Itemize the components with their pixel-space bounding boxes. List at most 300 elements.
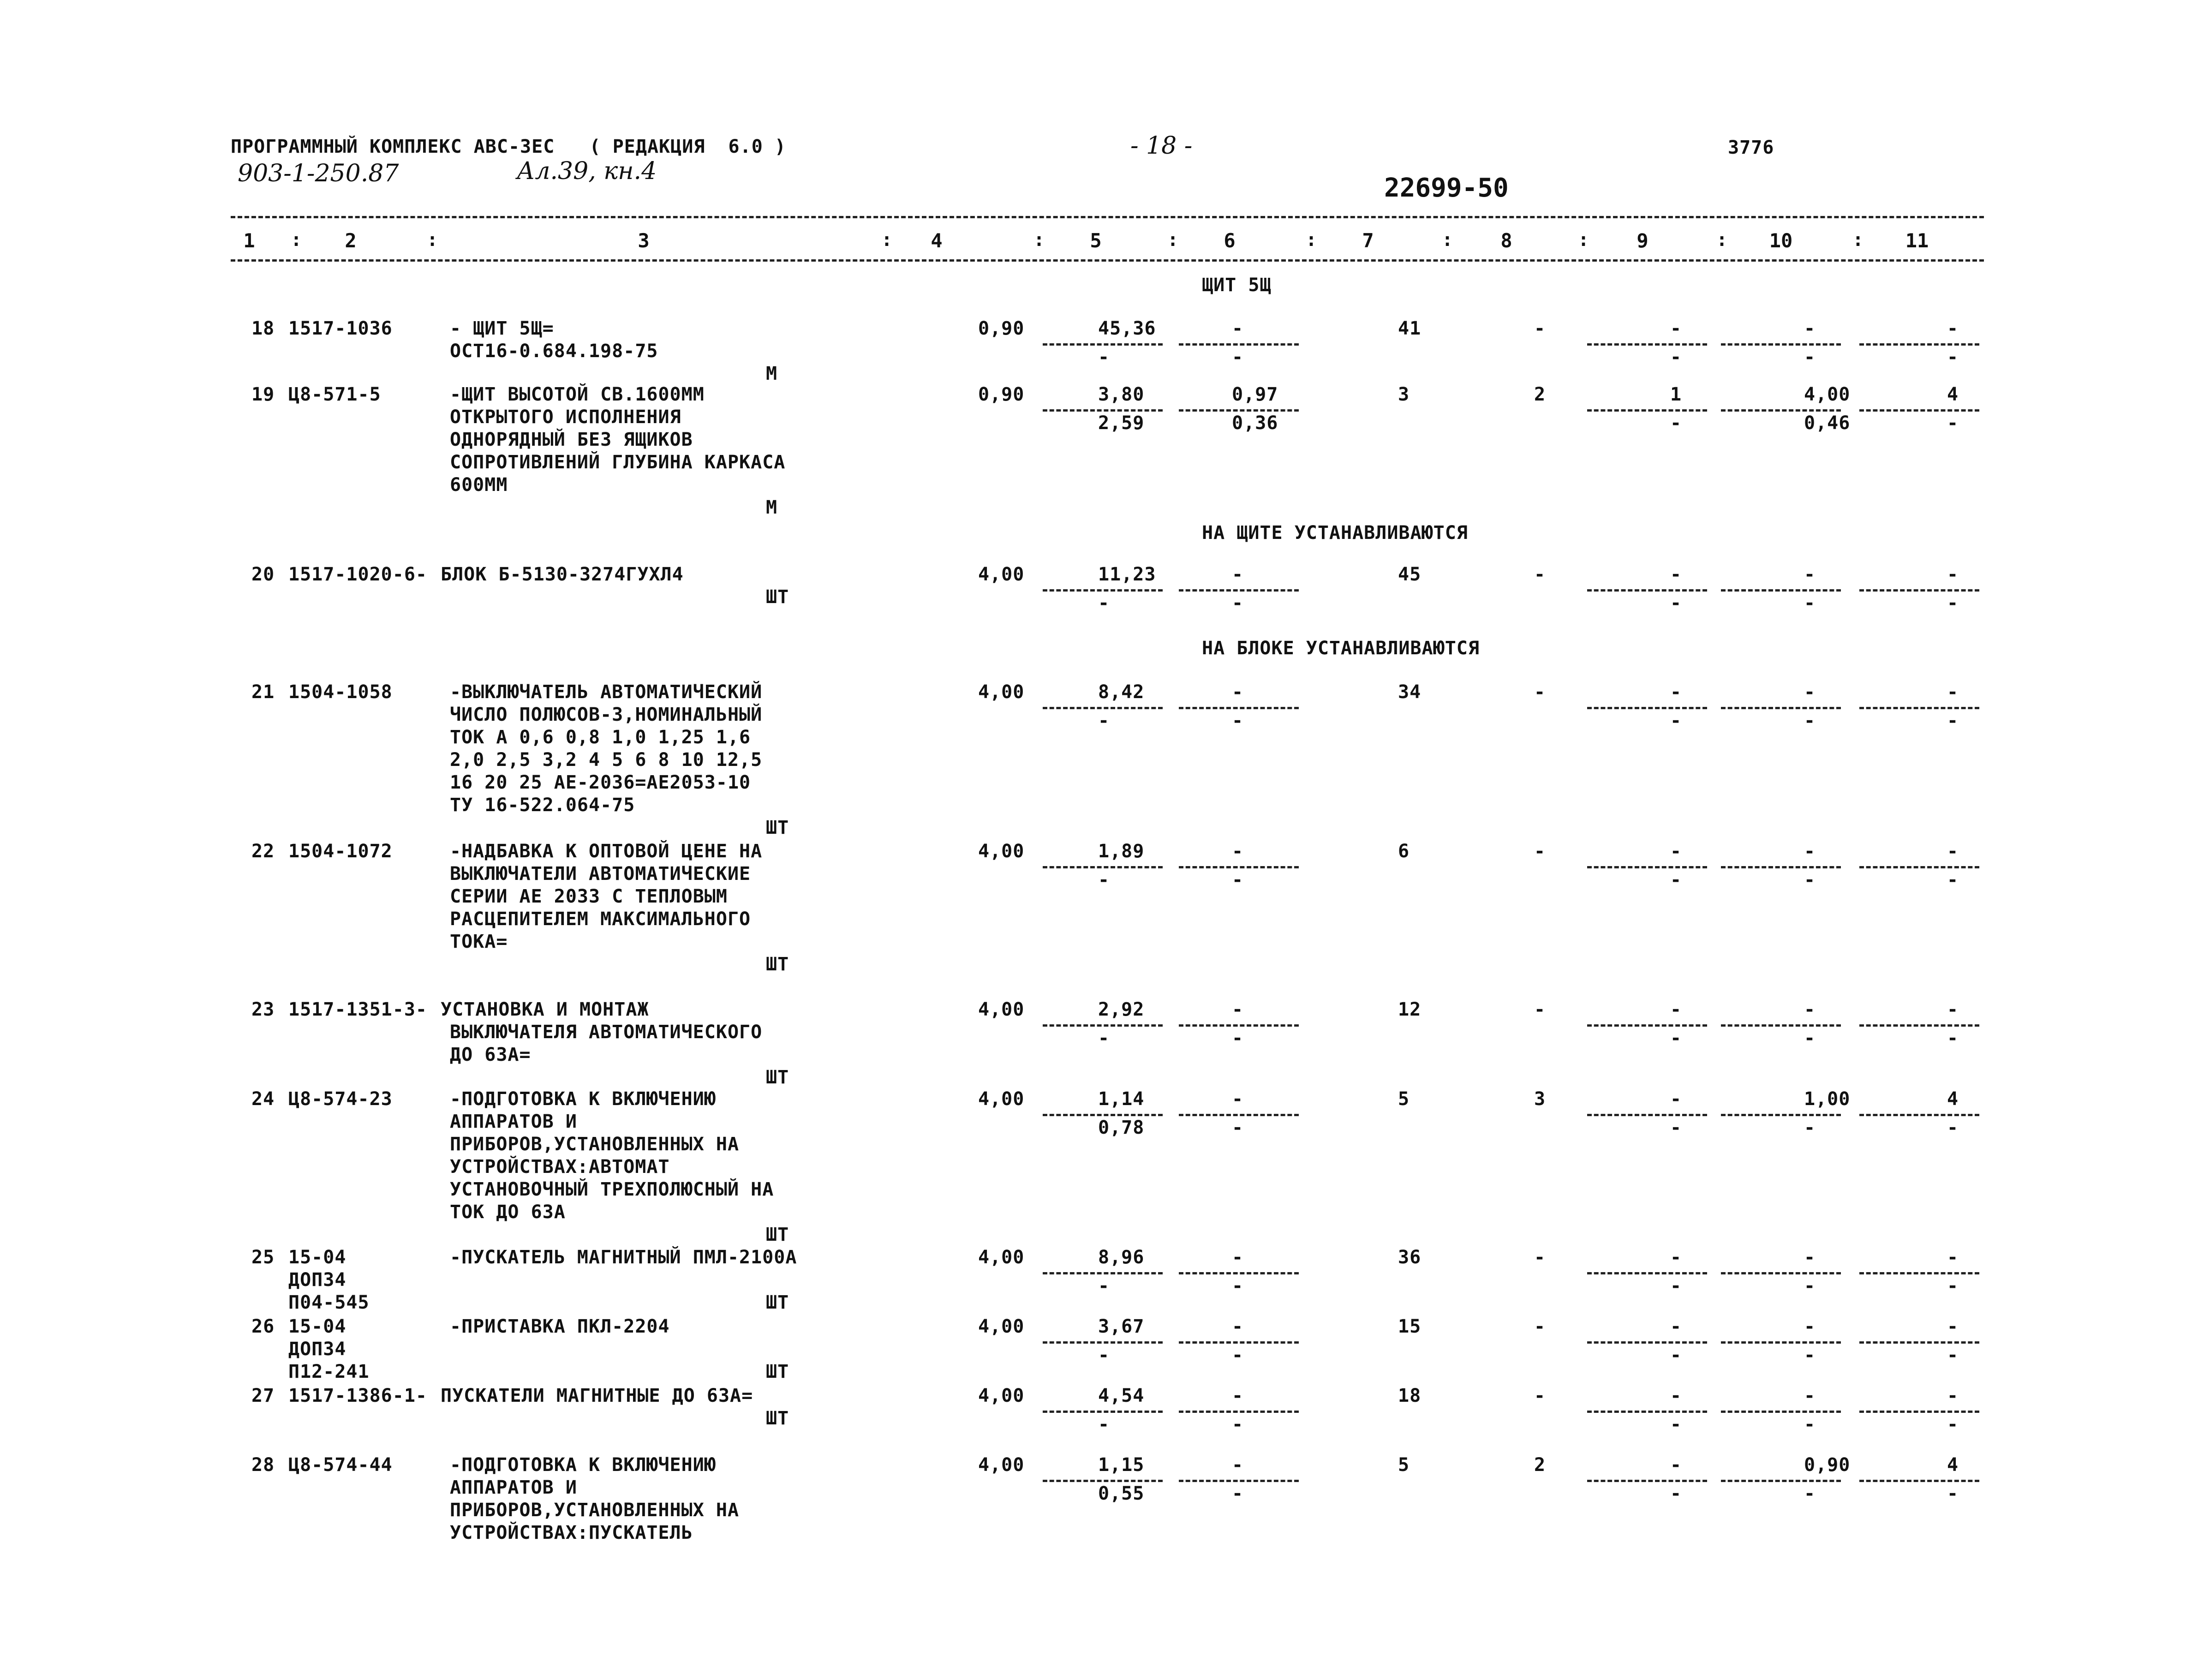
cell-c5: 8,96 — [1098, 1247, 1145, 1268]
fraction-rule — [1859, 589, 1979, 592]
row-number: 18 — [251, 318, 275, 339]
fraction-rule — [1587, 1341, 1707, 1344]
cell-c6: - — [1232, 999, 1244, 1020]
row-description-line: ПРИБОРОВ,УСТАНОВЛЕННЫХ НА — [450, 1500, 740, 1521]
row-description-line: УСТРОЙСТВАХ:ПУСКАТЕЛЬ — [450, 1522, 693, 1543]
cell-b6: - — [1232, 1483, 1244, 1504]
cell-c7: 34 — [1398, 682, 1422, 703]
cell-b9: - — [1670, 1028, 1682, 1049]
cell-b10: - — [1804, 1275, 1816, 1297]
cell-b6: - — [1232, 592, 1244, 614]
cell-c8: 2 — [1534, 1454, 1546, 1476]
row-unit: М — [766, 497, 778, 518]
fraction-rule — [1043, 1341, 1163, 1344]
fraction-rule — [1721, 1272, 1841, 1274]
cell-c5: 4,54 — [1098, 1385, 1145, 1406]
cell-c11: - — [1947, 564, 1959, 585]
fraction-rule — [1587, 1114, 1707, 1116]
row-unit: М — [766, 363, 778, 384]
cell-c6: - — [1232, 841, 1244, 862]
cell-c11: - — [1947, 1385, 1959, 1406]
cell-c4: 4,00 — [978, 1316, 1025, 1337]
corner-number: 3776 — [1728, 137, 1774, 158]
column-header-cell: 2 — [345, 229, 357, 252]
cell-c4: 4,00 — [978, 564, 1025, 585]
fraction-rule — [1043, 1114, 1163, 1116]
row-number: 19 — [251, 384, 275, 405]
cell-b5: 0,55 — [1098, 1483, 1145, 1504]
column-separator: : — [1306, 229, 1317, 251]
cell-c11: - — [1947, 1316, 1959, 1337]
cell-c7: 5 — [1398, 1454, 1410, 1476]
fraction-rule — [1721, 1411, 1841, 1413]
fraction-rule — [1179, 1024, 1299, 1027]
column-header-cell: 5 — [1090, 229, 1102, 252]
fraction-rule — [1043, 1480, 1163, 1482]
cell-c8: - — [1534, 999, 1546, 1020]
column-separator: : — [1442, 229, 1453, 251]
cell-c6: - — [1232, 1385, 1244, 1406]
fraction-rule — [1859, 866, 1979, 868]
cell-b6: - — [1232, 1275, 1244, 1297]
fraction-rule — [1043, 1272, 1163, 1274]
row-description-line: ТОКА= — [450, 931, 508, 952]
row-description-line: ПРИБОРОВ,УСТАНОВЛЕННЫХ НА — [450, 1134, 740, 1155]
fraction-rule — [1179, 866, 1299, 868]
fraction-rule — [1587, 1024, 1707, 1027]
cell-c5: 11,23 — [1098, 564, 1156, 585]
fraction-rule — [1043, 707, 1163, 709]
row-description-line: -ПРИСТАВКА ПКЛ-2204 — [450, 1316, 670, 1337]
row-number: 26 — [251, 1316, 275, 1337]
row-description-line: ОТКРЫТОГО ИСПОЛНЕНИЯ — [450, 407, 681, 428]
cell-b5: - — [1098, 347, 1110, 368]
column-separator: : — [881, 229, 893, 251]
fraction-rule — [1721, 866, 1841, 868]
cell-c4: 4,00 — [978, 1454, 1025, 1476]
row-description-line: РАСЦЕПИТЕЛЕМ МАКСИМАЛЬНОГО — [450, 909, 751, 930]
cell-c7: 15 — [1398, 1316, 1422, 1337]
cell-b6: - — [1232, 1117, 1244, 1138]
cell-c5: 1,14 — [1098, 1088, 1145, 1110]
row-description-line: 600ММ — [450, 474, 508, 496]
cell-b6: - — [1232, 869, 1244, 891]
cell-c9: - — [1670, 1454, 1682, 1476]
cell-b11: - — [1947, 1028, 1959, 1049]
row-code: Ц8-574-44 — [288, 1454, 393, 1476]
row-description-line: - ЩИТ 5Щ= — [450, 318, 554, 339]
cell-b11: - — [1947, 710, 1959, 731]
cell-b5: 0,78 — [1098, 1117, 1145, 1138]
row-code: 1504-1058 — [288, 682, 393, 703]
row-code-extra: П04-545 — [288, 1292, 370, 1313]
row-unit: ШТ — [766, 1361, 789, 1382]
fraction-rule — [1179, 1272, 1299, 1274]
header-rule-bottom — [231, 259, 1984, 262]
cell-b11: - — [1947, 1345, 1959, 1366]
fraction-rule — [1179, 1114, 1299, 1116]
cell-b10: - — [1804, 347, 1816, 368]
row-description-line: УСТРОЙСТВАХ:АВТОМАТ — [450, 1156, 670, 1178]
column-separator: : — [1578, 229, 1589, 251]
cell-c9: - — [1670, 1247, 1682, 1268]
cell-b5: - — [1098, 710, 1110, 731]
row-unit: ШТ — [766, 586, 789, 608]
cell-c8: - — [1534, 1385, 1546, 1406]
row-description-line: -ВЫКЛЮЧАТЕЛЬ АВТОМАТИЧЕСКИЙ — [450, 682, 763, 703]
fraction-rule — [1721, 589, 1841, 592]
cell-b11: - — [1947, 347, 1959, 368]
fraction-rule — [1587, 707, 1707, 709]
cell-c11: 4 — [1947, 1088, 1959, 1110]
fraction-rule — [1721, 707, 1841, 709]
fraction-rule — [1179, 1480, 1299, 1482]
fraction-rule — [1179, 589, 1299, 592]
row-description-line: ОДНОРЯДНЫЙ БЕЗ ЯЩИКОВ — [450, 429, 693, 450]
row-description-line: ВЫКЛЮЧАТЕЛЯ АВТОМАТИЧЕСКОГО — [450, 1022, 763, 1043]
cell-b9: - — [1670, 1414, 1682, 1435]
cell-b11: - — [1947, 592, 1959, 614]
cell-c7: 36 — [1398, 1247, 1422, 1268]
cell-c11: - — [1947, 682, 1959, 703]
cell-c10: - — [1804, 682, 1816, 703]
cell-b6: - — [1232, 1028, 1244, 1049]
cell-c9: - — [1670, 564, 1682, 585]
row-unit: ШТ — [766, 817, 789, 838]
row-description-line: УСТАНОВОЧНЫЙ ТРЕХПОЛЮСНЫЙ НА — [450, 1179, 774, 1200]
cell-b6: 0,36 — [1232, 413, 1278, 434]
page-mark: - 18 - — [1130, 132, 1193, 160]
cell-c4: 0,90 — [978, 318, 1025, 339]
cell-c5: 3,80 — [1098, 384, 1145, 405]
cell-c7: 3 — [1398, 384, 1410, 405]
fraction-rule — [1587, 1480, 1707, 1482]
cell-c11: - — [1947, 1247, 1959, 1268]
cell-c6: - — [1232, 564, 1244, 585]
cell-c6: - — [1232, 1454, 1244, 1476]
row-code: Ц8-571-5 — [288, 384, 381, 405]
fraction-rule — [1043, 1024, 1163, 1027]
fraction-rule — [1859, 707, 1979, 709]
fraction-rule — [1179, 343, 1299, 346]
fraction-rule — [1859, 1411, 1979, 1413]
cell-c7: 5 — [1398, 1088, 1410, 1110]
fraction-rule — [1587, 866, 1707, 868]
cell-b9: - — [1670, 592, 1682, 614]
cell-c10: - — [1804, 1316, 1816, 1337]
column-header-cell: 7 — [1362, 229, 1374, 252]
fraction-rule — [1721, 1480, 1841, 1482]
cell-c10: - — [1804, 999, 1816, 1020]
cell-b10: - — [1804, 1028, 1816, 1049]
row-code: Ц8-574-23 — [288, 1088, 393, 1110]
cell-c11: 4 — [1947, 1454, 1959, 1476]
row-description-line: -НАДБАВКА К ОПТОВОЙ ЦЕНЕ НА — [450, 841, 763, 862]
fraction-rule — [1587, 343, 1707, 346]
cell-c8: - — [1534, 1316, 1546, 1337]
fraction-rule — [1859, 343, 1979, 346]
cell-b11: - — [1947, 1117, 1959, 1138]
row-code-extra: ДОП34 — [288, 1269, 346, 1291]
stamp-number: 22699-50 — [1384, 173, 1509, 203]
fraction-rule — [1859, 1480, 1979, 1482]
cell-c10: - — [1804, 1247, 1816, 1268]
row-number: 28 — [251, 1454, 275, 1476]
row-code: 15-04 — [288, 1247, 346, 1268]
row-number: 25 — [251, 1247, 275, 1268]
cell-c9: - — [1670, 682, 1682, 703]
cell-c7: 41 — [1398, 318, 1422, 339]
cell-c7: 12 — [1398, 999, 1422, 1020]
row-unit: ШТ — [766, 1292, 789, 1313]
cell-c4: 4,00 — [978, 1247, 1025, 1268]
cell-c5: 3,67 — [1098, 1316, 1145, 1337]
cell-b5: 2,59 — [1098, 413, 1145, 434]
fraction-rule — [1043, 1411, 1163, 1413]
cell-c8: - — [1534, 841, 1546, 862]
cell-c9: - — [1670, 999, 1682, 1020]
cell-c9: - — [1670, 1316, 1682, 1337]
cell-c10: - — [1804, 1385, 1816, 1406]
row-code: 1517-1036 — [288, 318, 393, 339]
cell-c9: - — [1670, 318, 1682, 339]
row-description-line: ТОК ДО 63А — [450, 1202, 566, 1223]
cell-b10: - — [1804, 1414, 1816, 1435]
row-description-line: СЕРИИ АЕ 2033 С ТЕПЛОВЫМ — [450, 886, 728, 907]
cell-b9: - — [1670, 1483, 1682, 1504]
cell-c5: 8,42 — [1098, 682, 1145, 703]
cell-c6: 0,97 — [1232, 384, 1278, 405]
section-heading: ЩИТ 5Щ — [1202, 275, 1272, 296]
row-code: 1504-1072 — [288, 841, 393, 862]
cell-b6: - — [1232, 347, 1244, 368]
row-description-line: ТОК А 0,6 0,8 1,0 1,25 1,6 — [450, 727, 751, 748]
column-header-cell: 3 — [638, 229, 650, 252]
header-rule-top — [231, 216, 1984, 218]
row-number: 20 — [251, 564, 275, 585]
fraction-rule — [1721, 1341, 1841, 1344]
cell-c7: 6 — [1398, 841, 1410, 862]
fraction-rule — [1043, 866, 1163, 868]
row-description-line: ДО 63А= — [450, 1044, 531, 1065]
cell-c8: - — [1534, 682, 1546, 703]
row-description-line: 2,0 2,5 3,2 4 5 6 8 10 12,5 — [450, 749, 763, 771]
cell-c10: - — [1804, 564, 1816, 585]
cell-c8: 3 — [1534, 1088, 1546, 1110]
column-header-cell: 6 — [1224, 229, 1236, 252]
cell-b9: - — [1670, 413, 1682, 434]
cell-c10: - — [1804, 318, 1816, 339]
cell-b5: - — [1098, 592, 1110, 614]
fraction-rule — [1179, 707, 1299, 709]
cell-c11: - — [1947, 841, 1959, 862]
cell-b5: - — [1098, 1345, 1110, 1366]
row-code: 15-04 — [288, 1316, 346, 1337]
cell-c11: - — [1947, 318, 1959, 339]
cell-b6: - — [1232, 1345, 1244, 1366]
fraction-rule — [1587, 409, 1707, 412]
row-code-extra: П12-241 — [288, 1361, 370, 1382]
cell-c10: 1,00 — [1804, 1088, 1851, 1110]
row-description-line: -ПОДГОТОВКА К ВКЛЮЧЕНИЮ — [450, 1088, 716, 1110]
cell-b6: - — [1232, 1414, 1244, 1435]
fraction-rule — [1179, 1411, 1299, 1413]
cell-b11: - — [1947, 1483, 1959, 1504]
fraction-rule — [1721, 1114, 1841, 1116]
row-number: 22 — [251, 841, 275, 862]
row-number: 23 — [251, 999, 275, 1020]
row-number: 21 — [251, 682, 275, 703]
fraction-rule — [1179, 1341, 1299, 1344]
cell-c6: - — [1232, 682, 1244, 703]
cell-c5: 1,89 — [1098, 841, 1145, 862]
cell-c8: - — [1534, 1247, 1546, 1268]
row-unit: ШТ — [766, 1408, 789, 1429]
section-heading: НА ЩИТЕ УСТАНАВЛИВАЮТСЯ — [1202, 522, 1468, 544]
cell-c6: - — [1232, 1088, 1244, 1110]
row-description-line: ТУ 16-522.064-75 — [450, 795, 635, 816]
fraction-rule — [1179, 409, 1299, 412]
cell-b11: - — [1947, 413, 1959, 434]
fraction-rule — [1043, 343, 1163, 346]
cell-c4: 4,00 — [978, 999, 1025, 1020]
row-code: 1517-1020-6- — [288, 564, 427, 585]
cell-c4: 4,00 — [978, 1385, 1025, 1406]
cell-b10: - — [1804, 710, 1816, 731]
cell-c9: 1 — [1670, 384, 1682, 405]
column-header-cell: 8 — [1500, 229, 1512, 252]
row-description-line: ЧИСЛО ПОЛЮСОВ-3,НОМИНАЛЬНЫЙ — [450, 704, 763, 725]
row-unit: ШТ — [766, 954, 789, 975]
row-unit: ШТ — [766, 1067, 789, 1088]
cell-b5: - — [1098, 1028, 1110, 1049]
cell-b10: - — [1804, 1345, 1816, 1366]
cell-c6: - — [1232, 318, 1244, 339]
row-description-line: ПУСКАТЕЛИ МАГНИТНЫЕ ДО 63А= — [441, 1385, 753, 1406]
cell-c4: 4,00 — [978, 1088, 1025, 1110]
fraction-rule — [1859, 1272, 1979, 1274]
row-description-line: СОПРОТИВЛЕНИЙ ГЛУБИНА КАРКАСА — [450, 452, 786, 473]
cell-c10: - — [1804, 841, 1816, 862]
row-description-line: УСТАНОВКА И МОНТАЖ — [441, 999, 649, 1020]
row-unit: ШТ — [766, 1224, 789, 1245]
cell-b11: - — [1947, 1275, 1959, 1297]
cell-c7: 45 — [1398, 564, 1422, 585]
column-separator: : — [1852, 229, 1864, 251]
cell-b10: - — [1804, 1117, 1816, 1138]
row-description-line: АППАРАТОВ И — [450, 1111, 577, 1132]
fraction-rule — [1859, 1114, 1979, 1116]
fraction-rule — [1043, 409, 1163, 412]
row-number: 24 — [251, 1088, 275, 1110]
cell-b9: - — [1670, 1275, 1682, 1297]
row-description-line: -ПОДГОТОВКА К ВКЛЮЧЕНИЮ — [450, 1454, 716, 1476]
cell-b9: - — [1670, 347, 1682, 368]
cell-b10: - — [1804, 592, 1816, 614]
cell-b11: - — [1947, 1414, 1959, 1435]
column-header-cell: 1 — [243, 229, 255, 252]
row-description-line: ВЫКЛЮЧАТЕЛИ АВТОМАТИЧЕСКИЕ — [450, 863, 751, 885]
cell-c8: - — [1534, 318, 1546, 339]
row-description-line: -ПУСКАТЕЛЬ МАГНИТНЫЙ ПМЛ-2100А — [450, 1247, 797, 1268]
row-code: 1517-1351-3- — [288, 999, 427, 1020]
program-title: ПРОГРАММНЫЙ КОМПЛЕКС АВС-ЗЕС ( РЕДАКЦИЯ 6.0 ) — [231, 136, 786, 157]
row-description-line: БЛОК Б-5130-3274ГУХЛ4 — [441, 564, 684, 585]
cell-c9: - — [1670, 841, 1682, 862]
column-separator: : — [427, 229, 438, 251]
cell-c10: 0,90 — [1804, 1454, 1851, 1476]
cell-b11: - — [1947, 869, 1959, 891]
row-code-extra: ДОП34 — [288, 1339, 346, 1360]
fraction-rule — [1587, 589, 1707, 592]
row-description-line: ОСТ16-0.684.198-75 — [450, 341, 658, 362]
handwritten-sheet: Ал.39, кн.4 — [517, 157, 657, 185]
cell-c5: 1,15 — [1098, 1454, 1145, 1476]
cell-c8: - — [1534, 564, 1546, 585]
cell-b9: - — [1670, 1345, 1682, 1366]
row-number: 27 — [251, 1385, 275, 1406]
column-header-cell: 11 — [1905, 229, 1929, 252]
fraction-rule — [1721, 409, 1841, 412]
cell-b9: - — [1670, 710, 1682, 731]
column-separator: : — [1716, 229, 1728, 251]
row-description-line: АППАРАТОВ И — [450, 1477, 577, 1498]
cell-c5: 45,36 — [1098, 318, 1156, 339]
fraction-rule — [1587, 1411, 1707, 1413]
cell-c4: 0,90 — [978, 384, 1025, 405]
cell-b10: 0,46 — [1804, 413, 1851, 434]
fraction-rule — [1587, 1272, 1707, 1274]
cell-c11: - — [1947, 999, 1959, 1020]
cell-c6: - — [1232, 1247, 1244, 1268]
column-separator: : — [1167, 229, 1179, 251]
column-header-cell: 4 — [931, 229, 943, 252]
cell-c7: 18 — [1398, 1385, 1422, 1406]
section-heading: НА БЛОКЕ УСТАНАВЛИВАЮТСЯ — [1202, 638, 1480, 659]
fraction-rule — [1721, 343, 1841, 346]
row-code: 1517-1386-1- — [288, 1385, 427, 1406]
cell-b5: - — [1098, 1275, 1110, 1297]
cell-c11: 4 — [1947, 384, 1959, 405]
cell-c4: 4,00 — [978, 682, 1025, 703]
column-header-cell: 10 — [1769, 229, 1793, 252]
row-description-line: 16 20 25 АЕ-2036=АЕ2053-10 — [450, 772, 751, 793]
cell-b5: - — [1098, 869, 1110, 891]
cell-b10: - — [1804, 869, 1816, 891]
column-header-cell: 9 — [1637, 229, 1648, 252]
fraction-rule — [1721, 1024, 1841, 1027]
cell-b10: - — [1804, 1483, 1816, 1504]
cell-b5: - — [1098, 1414, 1110, 1435]
handwritten-code: 903-1-250.87 — [238, 160, 399, 187]
cell-b9: - — [1670, 869, 1682, 891]
fraction-rule — [1043, 589, 1163, 592]
column-separator: : — [291, 229, 302, 251]
fraction-rule — [1859, 1024, 1979, 1027]
fraction-rule — [1859, 409, 1979, 412]
row-description-line: -ЩИТ ВЫСОТОЙ СВ.1600ММ — [450, 384, 705, 405]
cell-c9: - — [1670, 1088, 1682, 1110]
fraction-rule — [1859, 1341, 1979, 1344]
cell-c4: 4,00 — [978, 841, 1025, 862]
cell-c6: - — [1232, 1316, 1244, 1337]
cell-c8: 2 — [1534, 384, 1546, 405]
cell-c9: - — [1670, 1385, 1682, 1406]
cell-c5: 2,92 — [1098, 999, 1145, 1020]
cell-c10: 4,00 — [1804, 384, 1851, 405]
column-separator: : — [1033, 229, 1045, 251]
cell-b6: - — [1232, 710, 1244, 731]
